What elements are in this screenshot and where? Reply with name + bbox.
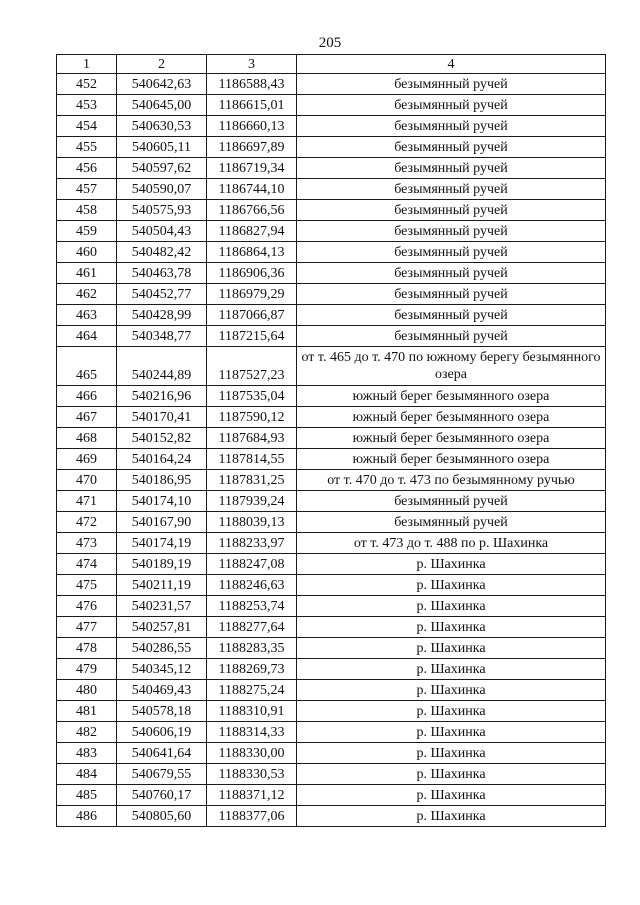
y-coordinate-cell: 1187066,87 <box>207 305 297 326</box>
table-row <box>57 659 606 680</box>
point-number-cell: 461 <box>57 263 117 284</box>
point-number-cell: 479 <box>57 659 117 680</box>
x-coordinate-cell: 540504,43 <box>117 221 207 242</box>
table-row <box>57 806 606 827</box>
boundary-description-cell: р. Шахинка <box>297 638 606 659</box>
column-header-4: 4 <box>297 55 606 74</box>
column-header-3: 3 <box>207 55 297 74</box>
point-number-cell: 477 <box>57 617 117 638</box>
x-coordinate-cell: 540345,12 <box>117 659 207 680</box>
boundary-description-cell: южный берег безымянного озера <box>297 449 606 470</box>
x-coordinate-cell: 540605,11 <box>117 137 207 158</box>
point-number-cell: 486 <box>57 806 117 827</box>
x-coordinate-cell: 540482,42 <box>117 242 207 263</box>
x-coordinate-cell: 540174,19 <box>117 533 207 554</box>
x-coordinate-cell: 540578,18 <box>117 701 207 722</box>
point-number-cell: 473 <box>57 533 117 554</box>
y-coordinate-cell: 1186979,29 <box>207 284 297 305</box>
point-number-cell: 458 <box>57 200 117 221</box>
boundary-description-cell: безымянный ручей <box>297 263 606 284</box>
boundary-description-cell: безымянный ручей <box>297 137 606 158</box>
boundary-description-cell: р. Шахинка <box>297 617 606 638</box>
table-row <box>57 326 606 347</box>
y-coordinate-cell: 1186697,89 <box>207 137 297 158</box>
table-row <box>57 617 606 638</box>
boundary-description-cell: безымянный ручей <box>297 179 606 200</box>
point-number-cell: 476 <box>57 596 117 617</box>
x-coordinate-cell: 540452,77 <box>117 284 207 305</box>
boundary-description-cell: р. Шахинка <box>297 743 606 764</box>
boundary-description-cell: безымянный ручей <box>297 74 606 95</box>
y-coordinate-cell: 1188314,33 <box>207 722 297 743</box>
table-row <box>57 701 606 722</box>
point-number-cell: 464 <box>57 326 117 347</box>
boundary-description-cell: р. Шахинка <box>297 785 606 806</box>
x-coordinate-cell: 540630,53 <box>117 116 207 137</box>
page-number: 205 <box>318 35 342 51</box>
y-coordinate-cell: 1186744,10 <box>207 179 297 200</box>
y-coordinate-cell: 1188253,74 <box>207 596 297 617</box>
point-number-cell: 460 <box>57 242 117 263</box>
x-coordinate-cell: 540244,89 <box>117 347 207 386</box>
table-row <box>57 470 606 491</box>
y-coordinate-cell: 1186827,94 <box>207 221 297 242</box>
x-coordinate-cell: 540216,96 <box>117 386 207 407</box>
point-number-cell: 462 <box>57 284 117 305</box>
point-number-cell: 483 <box>57 743 117 764</box>
point-number-cell: 468 <box>57 428 117 449</box>
x-coordinate-cell: 540186,95 <box>117 470 207 491</box>
table-row <box>57 428 606 449</box>
x-coordinate-cell: 540597,62 <box>117 158 207 179</box>
table-body <box>57 74 606 827</box>
table-row <box>57 221 606 242</box>
x-coordinate-cell: 540348,77 <box>117 326 207 347</box>
y-coordinate-cell: 1186906,36 <box>207 263 297 284</box>
table-row <box>57 137 606 158</box>
table-row <box>57 512 606 533</box>
y-coordinate-cell: 1186615,01 <box>207 95 297 116</box>
boundary-description-cell: р. Шахинка <box>297 701 606 722</box>
point-number-cell: 455 <box>57 137 117 158</box>
table-row <box>57 680 606 701</box>
y-coordinate-cell: 1187215,64 <box>207 326 297 347</box>
point-number-cell: 456 <box>57 158 117 179</box>
x-coordinate-cell: 540642,63 <box>117 74 207 95</box>
y-coordinate-cell: 1187814,55 <box>207 449 297 470</box>
y-coordinate-cell: 1188246,63 <box>207 575 297 596</box>
point-number-cell: 469 <box>57 449 117 470</box>
boundary-description-cell: р. Шахинка <box>297 554 606 575</box>
point-number-cell: 472 <box>57 512 117 533</box>
table-row <box>57 407 606 428</box>
x-coordinate-cell: 540590,07 <box>117 179 207 200</box>
boundary-description-cell: р. Шахинка <box>297 659 606 680</box>
x-coordinate-cell: 540152,82 <box>117 428 207 449</box>
boundary-description-cell: безымянный ручей <box>297 242 606 263</box>
y-coordinate-cell: 1187831,25 <box>207 470 297 491</box>
x-coordinate-cell: 540286,55 <box>117 638 207 659</box>
point-number-cell: 466 <box>57 386 117 407</box>
boundary-description-cell: р. Шахинка <box>297 596 606 617</box>
point-number-cell: 482 <box>57 722 117 743</box>
y-coordinate-cell: 1186660,13 <box>207 116 297 137</box>
boundary-description-cell: безымянный ручей <box>297 221 606 242</box>
table-row <box>57 638 606 659</box>
boundary-description-cell: р. Шахинка <box>297 722 606 743</box>
x-coordinate-cell: 540641,64 <box>117 743 207 764</box>
point-number-cell: 467 <box>57 407 117 428</box>
table-row <box>57 722 606 743</box>
x-coordinate-cell: 540760,17 <box>117 785 207 806</box>
table-row <box>57 491 606 512</box>
table-row <box>57 347 606 386</box>
point-number-cell: 470 <box>57 470 117 491</box>
y-coordinate-cell: 1187527,23 <box>207 347 297 386</box>
y-coordinate-cell: 1187939,24 <box>207 491 297 512</box>
table-row <box>57 158 606 179</box>
column-header-2: 2 <box>117 55 207 74</box>
x-coordinate-cell: 540469,43 <box>117 680 207 701</box>
table-row <box>57 386 606 407</box>
y-coordinate-cell: 1188330,00 <box>207 743 297 764</box>
point-number-cell: 474 <box>57 554 117 575</box>
y-coordinate-cell: 1188269,73 <box>207 659 297 680</box>
x-coordinate-cell: 540167,90 <box>117 512 207 533</box>
y-coordinate-cell: 1188377,06 <box>207 806 297 827</box>
table-row <box>57 263 606 284</box>
point-number-cell: 463 <box>57 305 117 326</box>
coordinates-table <box>56 54 606 827</box>
y-coordinate-cell: 1186719,34 <box>207 158 297 179</box>
x-coordinate-cell: 540189,19 <box>117 554 207 575</box>
table-row <box>57 743 606 764</box>
boundary-description-cell: безымянный ручей <box>297 512 606 533</box>
boundary-description-cell: р. Шахинка <box>297 764 606 785</box>
y-coordinate-cell: 1188277,64 <box>207 617 297 638</box>
point-number-cell: 452 <box>57 74 117 95</box>
point-number-cell: 471 <box>57 491 117 512</box>
x-coordinate-cell: 540463,78 <box>117 263 207 284</box>
boundary-description-cell: безымянный ручей <box>297 116 606 137</box>
table-row <box>57 596 606 617</box>
table-row <box>57 200 606 221</box>
column-header-1: 1 <box>57 55 117 74</box>
y-coordinate-cell: 1186588,43 <box>207 74 297 95</box>
boundary-description-cell: р. Шахинка <box>297 806 606 827</box>
y-coordinate-cell: 1188283,35 <box>207 638 297 659</box>
x-coordinate-cell: 540231,57 <box>117 596 207 617</box>
x-coordinate-cell: 540606,19 <box>117 722 207 743</box>
table-row <box>57 533 606 554</box>
y-coordinate-cell: 1187684,93 <box>207 428 297 449</box>
boundary-description-cell: от т. 470 до т. 473 по безымянному ручью <box>297 470 606 491</box>
x-coordinate-cell: 540211,19 <box>117 575 207 596</box>
point-number-cell: 485 <box>57 785 117 806</box>
point-number-cell: 457 <box>57 179 117 200</box>
point-number-cell: 478 <box>57 638 117 659</box>
point-number-cell: 459 <box>57 221 117 242</box>
table-row <box>57 764 606 785</box>
y-coordinate-cell: 1187590,12 <box>207 407 297 428</box>
boundary-description-cell: безымянный ручей <box>297 491 606 512</box>
table-header-row <box>57 55 606 74</box>
table-row <box>57 95 606 116</box>
table-row <box>57 305 606 326</box>
point-number-cell: 484 <box>57 764 117 785</box>
x-coordinate-cell: 540575,93 <box>117 200 207 221</box>
table-row <box>57 242 606 263</box>
boundary-description-cell: безымянный ручей <box>297 158 606 179</box>
point-number-cell: 465 <box>57 347 117 386</box>
x-coordinate-cell: 540174,10 <box>117 491 207 512</box>
x-coordinate-cell: 540805,60 <box>117 806 207 827</box>
boundary-description-cell: безымянный ручей <box>297 326 606 347</box>
boundary-description-cell: южный берег безымянного озера <box>297 386 606 407</box>
table-row <box>57 284 606 305</box>
boundary-description-cell: безымянный ручей <box>297 95 606 116</box>
x-coordinate-cell: 540679,55 <box>117 764 207 785</box>
boundary-description-cell: от т. 473 до т. 488 по р. Шахинка <box>297 533 606 554</box>
x-coordinate-cell: 540257,81 <box>117 617 207 638</box>
x-coordinate-cell: 540170,41 <box>117 407 207 428</box>
table-row <box>57 74 606 95</box>
point-number-cell: 480 <box>57 680 117 701</box>
table-row <box>57 554 606 575</box>
boundary-description-cell: р. Шахинка <box>297 680 606 701</box>
y-coordinate-cell: 1188310,91 <box>207 701 297 722</box>
x-coordinate-cell: 540164,24 <box>117 449 207 470</box>
boundary-description-cell: безымянный ручей <box>297 284 606 305</box>
x-coordinate-cell: 540645,00 <box>117 95 207 116</box>
y-coordinate-cell: 1188330,53 <box>207 764 297 785</box>
boundary-description-cell: южный берег безымянного озера <box>297 428 606 449</box>
boundary-description-cell: безымянный ручей <box>297 200 606 221</box>
boundary-description-cell: безымянный ручей <box>297 305 606 326</box>
y-coordinate-cell: 1188371,12 <box>207 785 297 806</box>
boundary-description-cell: от т. 465 до т. 470 по южному берегу безымянного озера <box>297 347 606 386</box>
table-row <box>57 116 606 137</box>
table-row <box>57 449 606 470</box>
boundary-description-cell: южный берег безымянного озера <box>297 407 606 428</box>
y-coordinate-cell: 1186864,13 <box>207 242 297 263</box>
x-coordinate-cell: 540428,99 <box>117 305 207 326</box>
y-coordinate-cell: 1187535,04 <box>207 386 297 407</box>
y-coordinate-cell: 1188275,24 <box>207 680 297 701</box>
table-row <box>57 179 606 200</box>
point-number-cell: 453 <box>57 95 117 116</box>
y-coordinate-cell: 1188247,08 <box>207 554 297 575</box>
boundary-description-cell: р. Шахинка <box>297 575 606 596</box>
table-row <box>57 575 606 596</box>
point-number-cell: 475 <box>57 575 117 596</box>
point-number-cell: 454 <box>57 116 117 137</box>
table-row <box>57 785 606 806</box>
point-number-cell: 481 <box>57 701 117 722</box>
y-coordinate-cell: 1188039,13 <box>207 512 297 533</box>
y-coordinate-cell: 1188233,97 <box>207 533 297 554</box>
y-coordinate-cell: 1186766,56 <box>207 200 297 221</box>
